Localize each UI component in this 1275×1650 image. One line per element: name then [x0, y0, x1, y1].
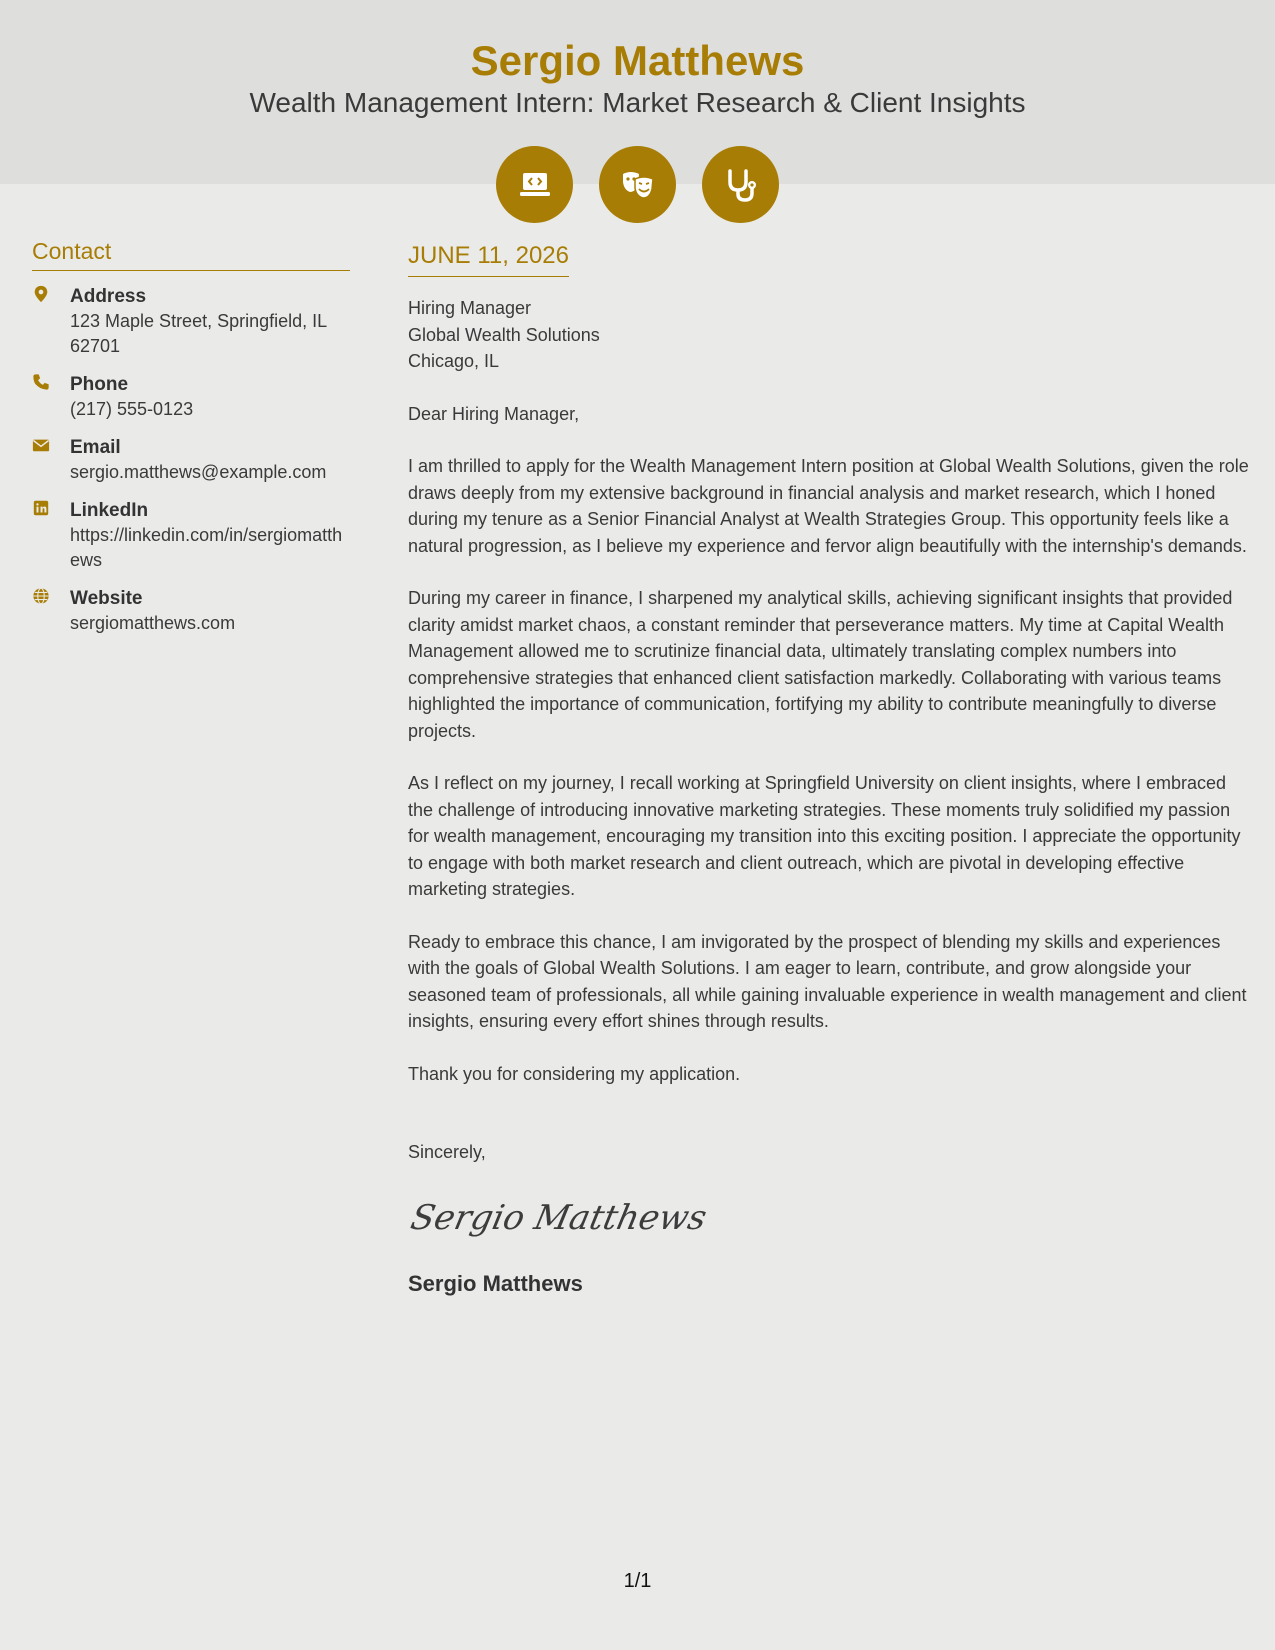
- contact-email: [32, 435, 350, 485]
- contact-sidebar: [32, 236, 350, 636]
- contact-phone: [32, 372, 350, 422]
- envelope-icon: [32, 435, 70, 485]
- email-value[interactable]: sergio.matthews@example.com: [70, 462, 327, 482]
- laptop-code-icon: [496, 146, 573, 223]
- email-label: Email: [70, 437, 121, 458]
- linkedin-value[interactable]: https://linkedin.com/in/sergiomatthews: [70, 525, 343, 570]
- contact-address: [32, 284, 350, 359]
- body-paragraph: During my career in finance, I sharpened my analytical skills, achieving significant insights that provided clarity amidst market chaos, a constant reminder that perseverance matters. My time at Capital Wealth Management allowed me to scrutinize financial data, ultimately translating complex numbers into comprehensive strategies that enhanced client satisfaction markedly. Collaborating with various teams highlighted the importance of communication, fortifying my ability to contribute meaningfully to diverse projects.: [408, 588, 1233, 741]
- body-paragraph: Thank you for considering my application.: [408, 1063, 741, 1084]
- map-marker-icon: [32, 284, 70, 359]
- body-paragraph: Ready to embrace this chance, I am invigorated by the prospect of blending my skills and experiences with the goals of Global Wealth Solutions. I am eager to learn, contribute, and grow alongside your seasoned team of professionals, all while gaining invaluable experience in wealth management and client insights, ensuring every effort shines through results.: [408, 931, 1247, 1031]
- body-paragraph: As I reflect on my journey, I recall working at Springfield University on client insights, where I embraced the challenge of introducing innovative marketing strategies. These moments truly solidified my passion for wealth management, encouraging my transition into this exciting position. I appreciate the opportunity to engage with both market research and client outreach, which are pivotal in developing effective marketing strategies.: [408, 773, 1241, 899]
- page-number: 1/1: [623, 1570, 652, 1592]
- signer-name: Sergio Matthews: [408, 1271, 583, 1296]
- theater-masks-icon: [599, 146, 676, 223]
- closing: Sincerely,: [408, 1142, 486, 1162]
- website-value[interactable]: sergiomatthews.com: [70, 613, 236, 633]
- contact-linkedin: [32, 498, 350, 573]
- website-label: Website: [70, 588, 143, 609]
- recipient-line: Chicago, IL: [408, 351, 500, 371]
- letter-body: [408, 240, 1253, 1297]
- recipient-line: Global Wealth Solutions: [408, 324, 600, 345]
- stethoscope-icon: [702, 146, 779, 223]
- contact-website: [32, 586, 350, 636]
- linkedin-icon: [32, 498, 70, 573]
- applicant-name: Sergio Matthews: [470, 37, 805, 84]
- hobby-icons: [496, 146, 779, 223]
- address-value: 123 Maple Street, Springfield, IL 62701: [70, 311, 327, 356]
- phone-label: Phone: [70, 374, 129, 395]
- linkedin-label: LinkedIn: [70, 500, 149, 521]
- job-title: Wealth Management Intern: Market Research & Client Insights: [249, 87, 1026, 118]
- address-label: Address: [70, 286, 147, 307]
- letter-date: JUNE 11, 2026: [408, 240, 569, 277]
- body-paragraph: I am thrilled to apply for the Wealth Management Intern position at Global Wealth Solutions, given the role draws deeply from my extensive background in financial analysis and market research, which I honed during my tenure as a Senior Financial Analyst at Wealth Strategies Group. This opportunity feels like a natural progression, as I believe my experience and fervor align beautifully with the internship's demands.: [408, 456, 1249, 556]
- phone-icon: [32, 372, 70, 422]
- globe-icon: [32, 586, 70, 636]
- contact-heading: Contact: [32, 236, 350, 271]
- greeting: Dear Hiring Manager,: [408, 403, 580, 424]
- recipient-block: [408, 295, 1253, 375]
- phone-value: (217) 555-0123: [70, 399, 194, 419]
- signature: [408, 1187, 1253, 1245]
- signature-text: Sergio Matthews: [407, 1198, 711, 1238]
- recipient-line: Hiring Manager: [408, 298, 532, 318]
